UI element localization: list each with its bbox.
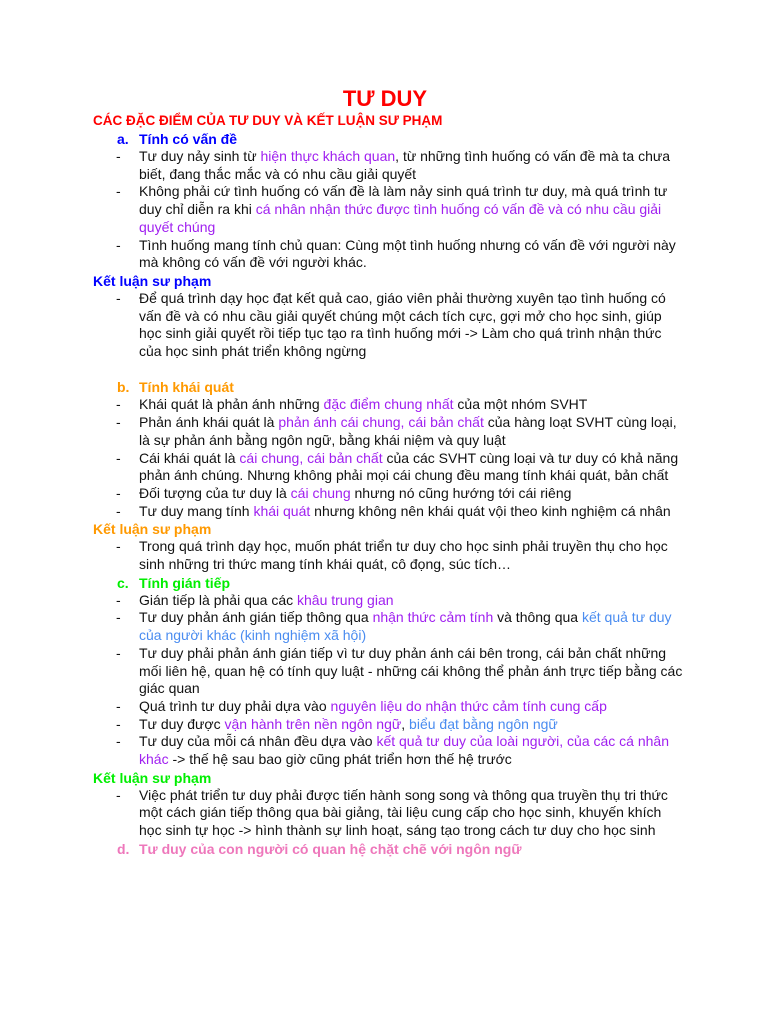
conclusion-heading: Kết luận sư phạm xyxy=(93,521,212,538)
highlighted-text: khái quát xyxy=(253,502,311,519)
highlighted-text: vận hành trên nền ngôn ngữ xyxy=(224,715,402,732)
conclusion-heading: Kết luận sư phạm xyxy=(93,769,212,786)
text-run: Tư duy mang tính xyxy=(139,502,254,519)
bullet-dash: - xyxy=(116,609,121,626)
bullet-text xyxy=(139,787,683,840)
conclusion-heading: Kết luận sư phạm xyxy=(93,272,212,289)
text-run: Cái khái quát là xyxy=(139,449,240,466)
section xyxy=(93,840,683,858)
highlighted-text: cái chung, cái bản chất xyxy=(239,449,383,466)
bullet-item xyxy=(93,733,683,768)
text-run: Để quá trình dạy học đạt kết quả cao, giáo viên phải thường xuyên tạo tình huống có vấn đề và có nhu cầu giải quyết chúng một cách tích cực, gợi mở cho học sinh, giúp học sinh giải quyết rồi tiếp tục tạo ra tình huống mới -> Làm cho quá trình nhận thức của học sinh phát triển không ngừng xyxy=(139,289,666,360)
text-run: và thông qua xyxy=(493,609,582,626)
bullet-text xyxy=(139,609,683,644)
sections xyxy=(93,130,683,858)
bullet-item xyxy=(93,450,683,485)
highlighted-text: phản ánh cái chung, cái bản chất xyxy=(278,414,484,431)
section xyxy=(93,574,683,840)
text-run: Tư duy nảy sinh từ xyxy=(139,148,261,164)
section xyxy=(93,378,683,573)
text-run: Phản ánh khái quát là xyxy=(139,414,279,431)
bullet-text xyxy=(139,503,683,521)
text-run: nhưng không nên khái quát vội theo kinh nghiệm cá nhân xyxy=(310,502,671,519)
text-run: Tư duy phải phản ánh gián tiếp vì tư duy phản ánh cái bên trong, cái bản chất những mối liên hệ, quan hệ có tính quy luật - những cái không thể phản ánh trực tiếp bằng các giác quan xyxy=(139,644,683,697)
section-letter: d. xyxy=(117,840,130,857)
highlighted-text: khâu trung gian xyxy=(297,591,394,608)
bullet-dash: - xyxy=(116,414,121,431)
bullet-dash: - xyxy=(116,538,121,555)
bullet-text xyxy=(139,645,683,698)
highlighted-text: hiện thực khách quan xyxy=(260,148,396,164)
bullet-text xyxy=(139,183,683,236)
text-run: Đối tượng của tư duy là xyxy=(139,484,291,501)
bullet-dash: - xyxy=(116,289,121,306)
bullet-dash: - xyxy=(116,183,121,200)
bullet-item xyxy=(93,645,683,698)
bullet-dash: - xyxy=(116,396,121,413)
bullet-text xyxy=(139,733,683,768)
bullet-item xyxy=(93,698,683,716)
text-run: Khái quát là phản ánh những xyxy=(139,396,324,413)
document-page xyxy=(93,86,683,858)
text-run: Tình huống mang tính chủ quan: Cùng một tình huống nhưng có vấn đề với người này mà không có vấn đề với người khác. xyxy=(139,236,676,271)
bullet-item xyxy=(93,414,683,449)
text-run: Quá trình tư duy phải dựa vào xyxy=(139,697,331,714)
section-heading xyxy=(117,130,683,148)
bullet-dash: - xyxy=(116,733,121,750)
bullet-text xyxy=(139,716,683,734)
document-subtitle: CÁC ĐẶC ĐIỂM CỦA TƯ DUY VÀ KẾT LUẬN SƯ PHẠM xyxy=(93,113,443,128)
bullet-dash: - xyxy=(116,484,121,501)
blank-line xyxy=(93,361,683,379)
section xyxy=(93,130,683,378)
text-run: Gián tiếp là phải qua các xyxy=(139,591,297,608)
highlighted-text: nhận thức cảm tính xyxy=(372,609,494,626)
bullet-text xyxy=(139,290,683,361)
section-letter: a. xyxy=(117,131,129,147)
bullet-text xyxy=(139,538,683,573)
text-run: Việc phát triển tư duy phải được tiến hành song song và thông qua truyền thụ tri thức một cách gián tiếp thông qua bài giảng, tài liệu cung cấp cho học sinh, khuyến khích học sinh tự học -> hình thành sự linh hoạt, sáng tạo trong cách tư duy cho học sinh xyxy=(139,786,668,839)
bullet-dash: - xyxy=(116,644,121,661)
text-run: Tư duy phản ánh gián tiếp thông qua xyxy=(139,609,373,626)
text-run: của các SVHT cùng loại và tư duy có khả năng phản ánh chúng. Nhưng không phải mọi cái chung đều mang tính khái quát, bản chất xyxy=(139,449,679,484)
bullet-dash: - xyxy=(116,502,121,519)
section-heading-text: Tính gián tiếp xyxy=(139,574,230,591)
section-letter: b. xyxy=(117,379,130,396)
section-heading-text: Tính khái quát xyxy=(139,379,234,396)
text-run: nhưng nó cũng hướng tới cái riêng xyxy=(350,484,572,501)
bullet-dash: - xyxy=(116,591,121,608)
bullet-text xyxy=(139,485,683,503)
bullet-text xyxy=(139,592,683,610)
bullet-text xyxy=(139,450,683,485)
section-heading-text: Tính có vấn đề xyxy=(139,131,238,147)
text-run: của hàng loạt SVHT cùng loại, là sự phản ánh bằng ngôn ngữ, bằng khái niệm và quy luật xyxy=(139,414,677,448)
bullet-item xyxy=(93,485,683,503)
text-run: Tư duy được xyxy=(139,715,225,732)
bullet-item xyxy=(93,538,683,573)
bullet-item xyxy=(93,148,683,183)
bullet-dash: - xyxy=(116,715,121,732)
highlighted-text: cái chung xyxy=(290,484,351,501)
text-run: , từ những tình huống có vấn đề mà ta chưa biết, đang thắc mắc và có nhu cầu giải quyết xyxy=(139,148,671,182)
section-heading xyxy=(117,574,683,592)
bullet-text xyxy=(139,148,683,183)
bullet-item xyxy=(93,237,683,272)
bullet-item xyxy=(93,716,683,734)
text-run: Tư duy của mỗi cá nhân đều dựa vào xyxy=(139,733,377,750)
highlighted-text: đặc điểm chung nhất xyxy=(323,396,454,413)
text-run: Không phải cứ tình huống có vấn đề là làm nảy sinh quá trình tư duy, mà quá trình tư duy chỉ diễn ra khi xyxy=(139,183,668,218)
highlighted-text: kết quả tư duy của người khác (kinh nghiệm xã hội) xyxy=(139,609,672,644)
bullet-dash: - xyxy=(116,697,121,714)
bullet-dash: - xyxy=(116,236,121,253)
section-heading xyxy=(117,840,683,858)
section-heading xyxy=(117,378,683,396)
bullet-text xyxy=(139,396,683,414)
bullet-item xyxy=(93,290,683,361)
document-title: TƯ DUY xyxy=(342,86,428,111)
section-letter: c. xyxy=(117,574,129,591)
bullet-text xyxy=(139,237,683,272)
bullet-dash: - xyxy=(116,786,121,803)
bullet-item xyxy=(93,592,683,610)
section-heading-text: Tư duy của con người có quan hệ chặt chẽ với ngôn ngữ xyxy=(139,840,522,857)
bullet-item xyxy=(93,503,683,521)
highlighted-text: cá nhân nhận thức được tình huống có vấn đề và có nhu cầu giải quyết chúng xyxy=(139,201,662,235)
bullet-text xyxy=(139,414,683,449)
bullet-item xyxy=(93,787,683,840)
text-run: -> thế hệ sau bao giờ cũng phát triển hơn thế hệ trước xyxy=(168,751,512,768)
bullet-item xyxy=(93,183,683,236)
bullet-dash: - xyxy=(116,148,121,164)
highlighted-text: nguyên liệu do nhận thức cảm tính cung cấp xyxy=(330,697,607,714)
highlighted-text: biểu đạt bằng ngôn ngữ xyxy=(409,715,558,732)
bullet-dash: - xyxy=(116,449,121,466)
bullet-item xyxy=(93,609,683,644)
text-run: Trong quá trình dạy học, muốn phát triển tư duy cho học sinh phải truyền thụ cho học sinh những tri thức mang tính khái quát, cô đọng, súc tích… xyxy=(139,538,668,573)
bullet-text xyxy=(139,698,683,716)
text-run: , xyxy=(401,715,410,732)
bullet-item xyxy=(93,396,683,414)
text-run: của một nhóm SVHT xyxy=(453,396,588,413)
highlighted-text: kết quả tư duy của loài người, của các cá nhân khác xyxy=(139,733,669,768)
